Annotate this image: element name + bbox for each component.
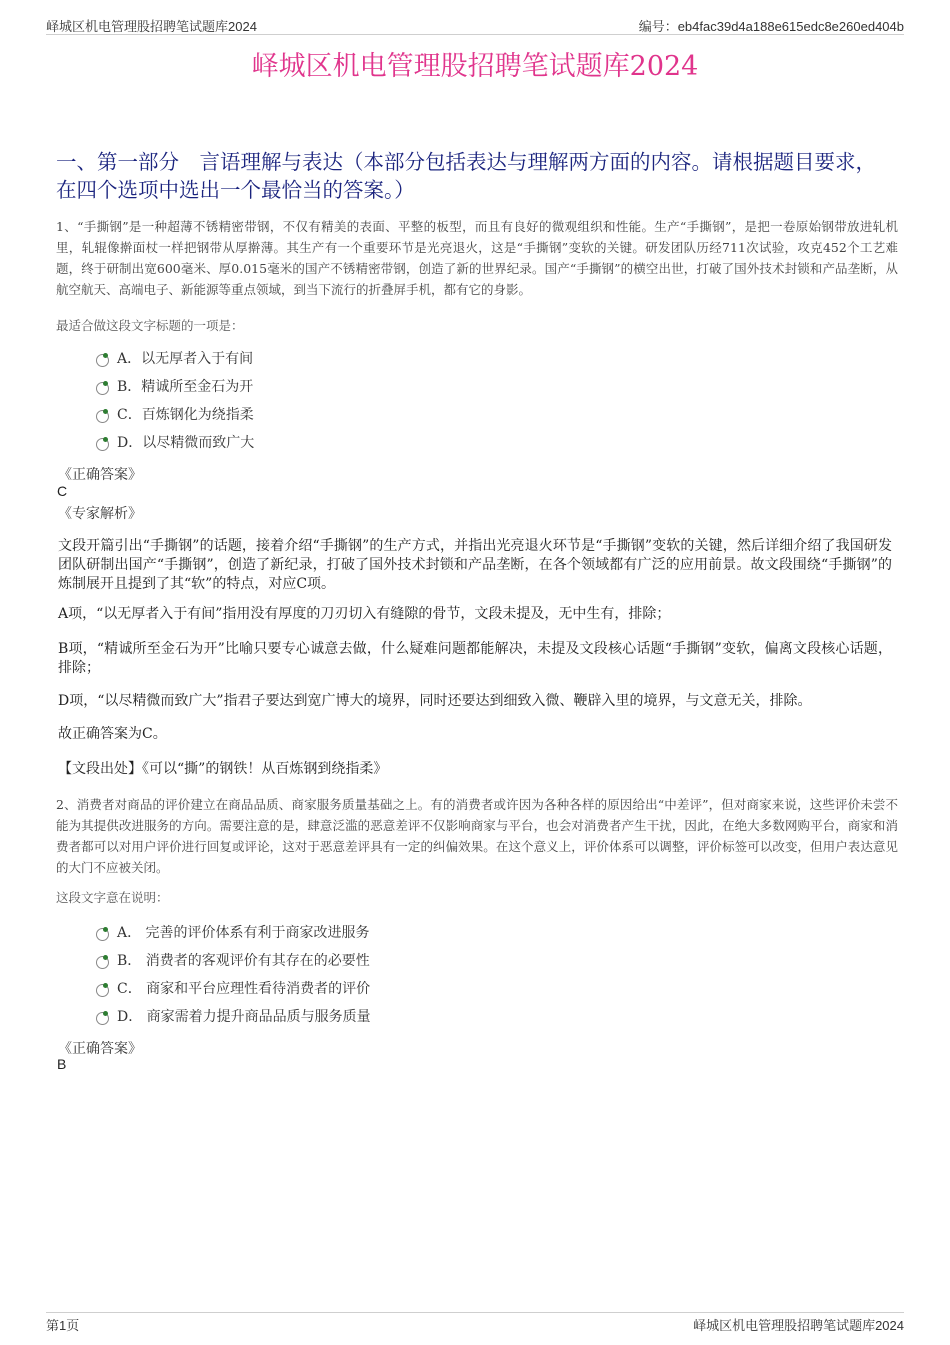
- question-2-option-d[interactable]: [96, 1007, 371, 1027]
- question-2-option-a[interactable]: [96, 923, 370, 943]
- question-1-answer-label: 《正确答案》: [58, 467, 142, 483]
- page-footer: [46, 1312, 904, 1333]
- question-1-option-b[interactable]: [96, 377, 253, 397]
- option-label: B．精诚所至金石为开: [117, 379, 254, 395]
- question-1-option-c[interactable]: [96, 405, 254, 425]
- analysis-paragraph: 故正确答案为C。: [58, 726, 167, 742]
- document-title: 峄城区机电管理股招聘笔试题库2024: [251, 51, 699, 82]
- option-label: B． 消费者的客观评价有其存在的必要性: [117, 953, 370, 969]
- analysis-paragraph: 文段开篇引出“手撕钢”的话题，接着介绍“手撕钢”的生产方式，并指出光亮退火环节是“手撕钢”变软的关键，然后详细介绍了我国研发团队研制出国产“手撕钢”，创造了新纪录，打破了国外技术封锁和产品垄断，在各个领域都有广泛的应用前景。故文段围绕“手撕钢”的炼制展开且提到了其“软”的特点，对应C项。: [58, 538, 892, 592]
- option-label: C． 商家和平台应理性看待消费者的评价: [117, 981, 371, 997]
- question-1-text: 1、“手撕钢”是一种超薄不锈精密带钢，不仅有精美的表面、平整的板型，而且有良好的微观组织和性能。生产“手撕钢”，是把一卷原始钢带放进轧机里，轧辊像擀面杖一样把钢带从厚擀薄。其生产有一个重要环节是光亮退火，这是“手撕钢”变软的关键。研发团队历经711次试验，攻克452个工艺难题，终于研制出宽600毫米、厚0.015毫米的国产不锈精密带钢，创造了新的世界纪录。国产“手撕钢”的横空出世，打破了国外技术封锁和产品垄断，从航空航天、高端电子、新能源等重点领域，到当下流行的折叠屏手机，都有它的身影。: [56, 219, 898, 297]
- question-1-prompt: 最适合做这段文字标题的一项是：: [56, 318, 244, 333]
- analysis-paragraph: A项，“以无厚者入于有间”指用没有厚度的刀刃切入有缝隙的骨节，文段未提及，无中生有，排除；: [58, 606, 671, 622]
- analysis-paragraph: D项，“以尽精微而致广大”指君子要达到宽广博大的境界，同时还要达到细致入微、鞭辟入里的境界，与文意无关，排除。: [58, 693, 812, 709]
- question-2-option-b[interactable]: [96, 951, 370, 971]
- option-label: A． 完善的评价体系有利于商家改进服务: [117, 925, 370, 941]
- radio-icon[interactable]: [96, 956, 109, 969]
- analysis-source: 【文段出处】《可以“撕”的钢铁！从百炼钢到绕指柔》: [58, 761, 388, 777]
- question-1-option-a[interactable]: [96, 349, 253, 369]
- analysis-paragraph: B项，“精诚所至金石为开”比喻只要专心诚意去做，什么疑难问题都能解决，未提及文段核心话题“手撕钢”变软，偏离文段核心话题，排除；: [58, 641, 892, 676]
- question-2-answer-label: 《正确答案》: [58, 1041, 142, 1057]
- radio-icon[interactable]: [96, 410, 109, 423]
- footer-doc-name: 峄城区机电管理股招聘笔试题库2024: [693, 1318, 904, 1333]
- question-2-option-c[interactable]: [96, 979, 370, 999]
- option-label: C．百炼钢化为绕指柔: [117, 407, 254, 423]
- header-doc-id: 编号：eb4fac39d4a188e615edc8e260ed404b: [638, 19, 904, 34]
- question-1-option-d[interactable]: [96, 433, 254, 453]
- header-doc-name: 峄城区机电管理股招聘笔试题库2024: [46, 19, 257, 34]
- radio-icon[interactable]: [96, 984, 109, 997]
- radio-icon[interactable]: [96, 354, 109, 367]
- question-1-answer: C: [57, 483, 68, 499]
- option-label: D． 商家需着力提升商品品质与服务质量: [117, 1009, 371, 1025]
- radio-icon[interactable]: [96, 928, 109, 941]
- option-label: A．以无厚者入于有间: [117, 351, 254, 367]
- question-2-text: 2、消费者对商品的评价建立在商品品质、商家服务质量基础之上。有的消费者或许因为各种各样的原因给出“中差评”，但对商家来说，这些评价未尝不能为其提供改进服务的方向。需要注意的是，肆意泛滥的恶意差评不仅影响商家与平台，也会对消费者产生干扰，因此，在绝大多数网购平台，商家和消费者都可以对用户评价进行回复或评论，这对于恶意差评具有一定的纠偏效果。在这个意义上，评价体系可以调整，评价标签可以改变，但用户表达意见的大门不应被关闭。: [56, 797, 898, 875]
- radio-icon[interactable]: [96, 382, 109, 395]
- page-header: [46, 14, 904, 35]
- section-title: 一、第一部分 言语理解与表达（本部分包括表达与理解两方面的内容。请根据题目要求，在四个选项中选出一个最恰当的答案。）: [56, 150, 876, 202]
- question-1-analysis-label: 《专家解析》: [58, 506, 142, 522]
- radio-icon[interactable]: [96, 438, 109, 451]
- question-2-prompt: 这段文字意在说明：: [56, 890, 169, 905]
- option-label: D．以尽精微而致广大: [117, 435, 255, 451]
- page-number: 第1页: [46, 1318, 80, 1333]
- question-2-answer: B: [57, 1056, 67, 1072]
- radio-icon[interactable]: [96, 1012, 109, 1025]
